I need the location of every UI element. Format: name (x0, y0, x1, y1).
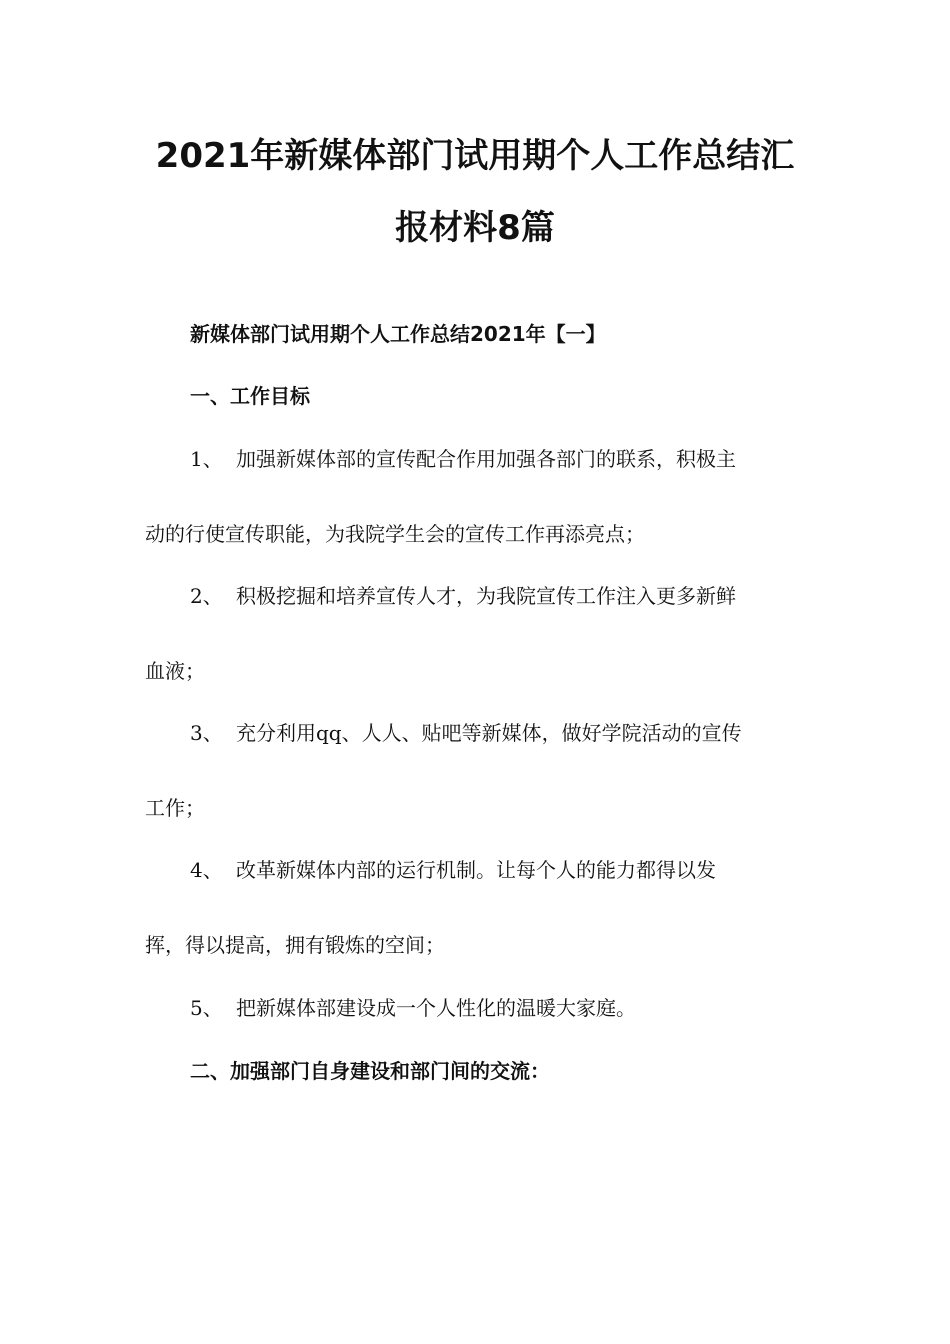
list-item-3 (190, 719, 742, 747)
list-item-5 (190, 994, 636, 1022)
list-item-number: 3、 (190, 721, 223, 745)
list-item-1 (190, 445, 736, 473)
list-item-4 (190, 856, 716, 884)
list-item-4-continuation: 挥，得以提高，拥有锻炼的空间； (145, 933, 445, 957)
list-item-number: 5、 (190, 996, 223, 1020)
list-item-text: 充分利用qq、人人、贴吧等新媒体，做好学院活动的宣传 (236, 721, 742, 745)
document-title-line-2: 报材料8篇 (395, 208, 555, 248)
list-item-text: 把新媒体部建设成一个人性化的温暖大家庭。 (236, 996, 636, 1020)
list-item-2 (190, 582, 736, 610)
list-item-text: 加强新媒体部的宣传配合作用加强各部门的联系，积极主 (236, 447, 736, 471)
list-item-3-continuation: 工作； (145, 796, 205, 820)
list-item-2-continuation: 血液； (145, 659, 205, 683)
list-item-number: 2、 (190, 584, 223, 608)
heading-department-building: 二、加强部门自身建设和部门间的交流： (190, 1059, 550, 1083)
list-item-number: 4、 (190, 858, 223, 882)
list-item-text: 积极挖掘和培养宣传人才，为我院宣传工作注入更多新鲜 (236, 584, 736, 608)
heading-work-goals: 一、工作目标 (190, 384, 310, 408)
list-item-number: 1、 (190, 447, 223, 471)
list-item-1-continuation: 动的行使宣传职能，为我院学生会的宣传工作再添亮点； (145, 522, 645, 546)
list-item-text: 改革新媒体内部的运行机制。让每个人的能力都得以发 (236, 858, 716, 882)
document-title-line-1: 2021年新媒体部门试用期个人工作总结汇 (155, 136, 795, 176)
section-heading: 新媒体部门试用期个人工作总结2021年【一】 (190, 322, 606, 346)
